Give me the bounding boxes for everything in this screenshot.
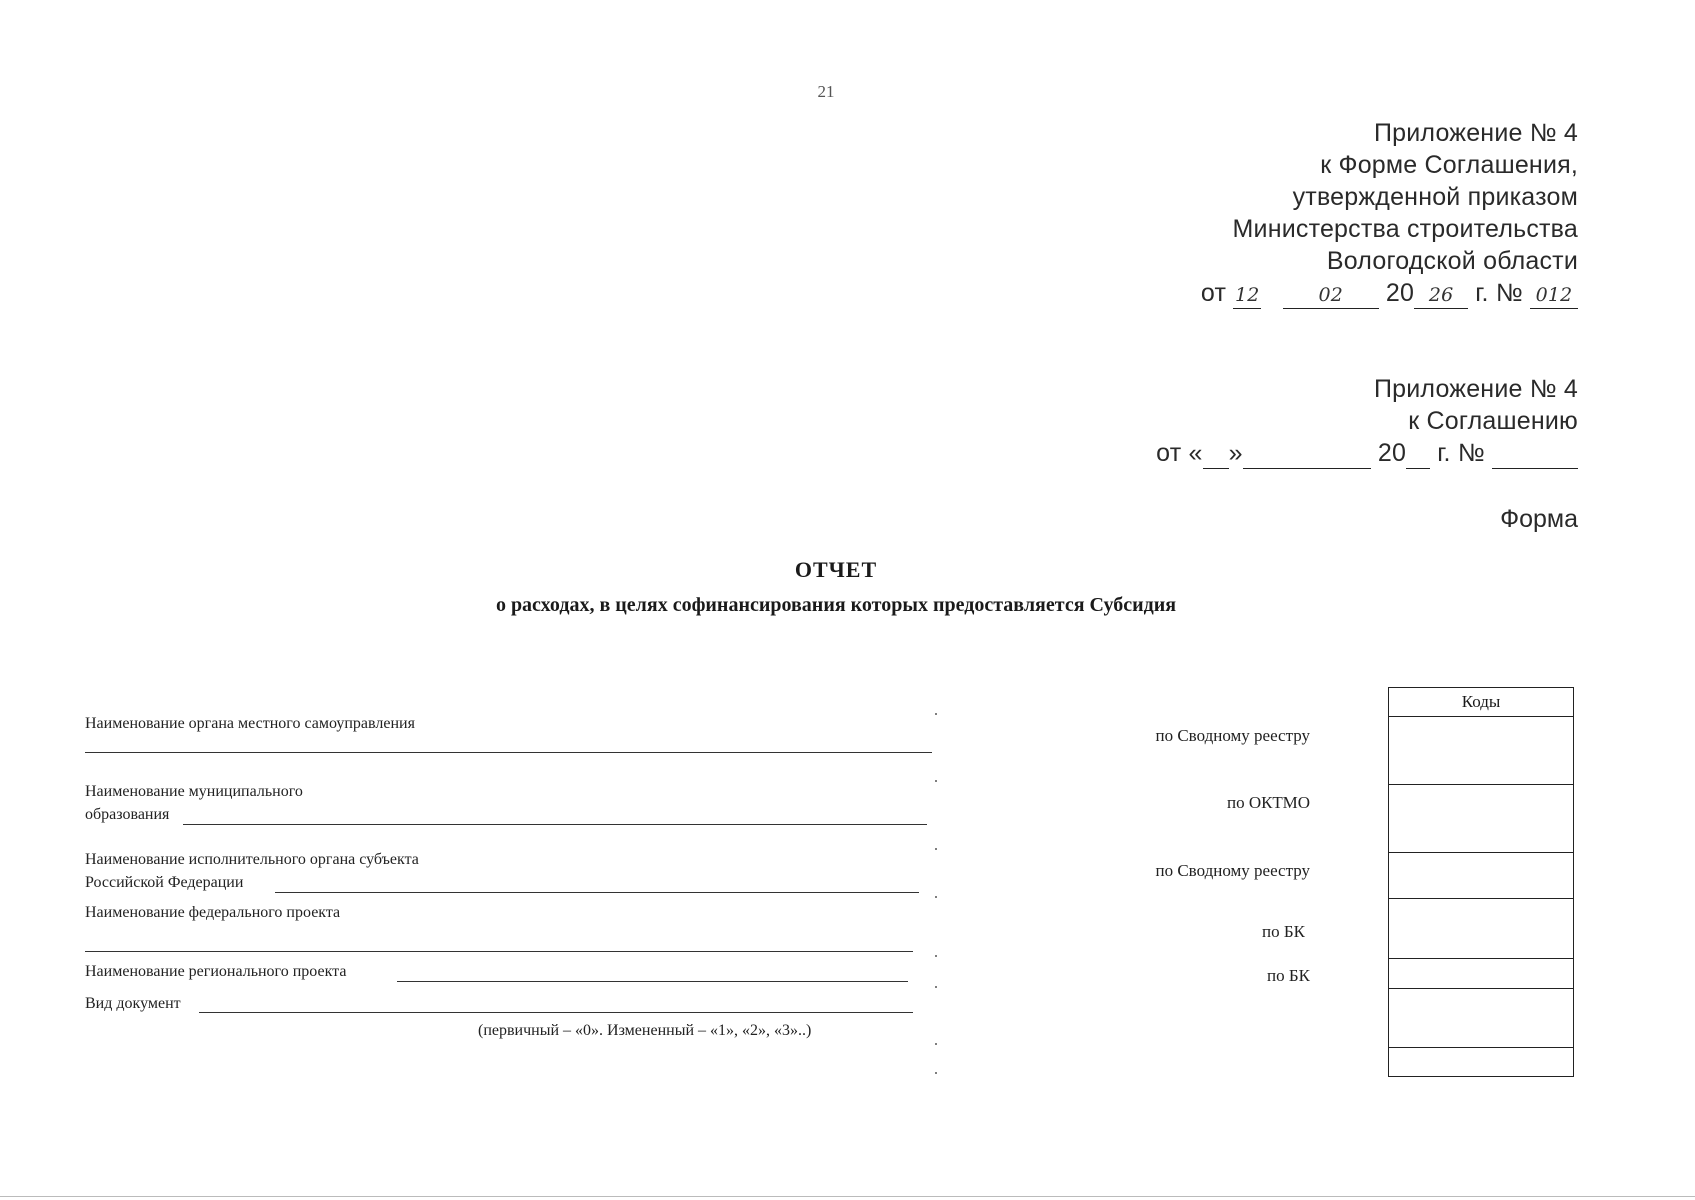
scan-dot xyxy=(935,848,937,850)
report-title: ОТЧЕТ xyxy=(794,557,878,582)
handwritten-day: 12 xyxy=(1233,282,1261,309)
appendix-form-line: к Форме Соглашения, xyxy=(1320,151,1578,179)
code-cell-consolidated-registry[interactable] xyxy=(1389,717,1573,785)
appendix-form-date-line xyxy=(1201,277,1578,309)
municipality-field[interactable] xyxy=(183,824,927,825)
page-number: 21 xyxy=(817,82,835,101)
exec-body-label-1: Наименование исполнительного органа субъекта xyxy=(85,851,419,868)
scan-dot xyxy=(935,1072,937,1074)
code-label-consolidated-registry-2: по Сводному реестру xyxy=(1155,861,1310,880)
scan-dot xyxy=(935,986,937,988)
municipality-label-1: Наименование муниципального xyxy=(85,783,303,800)
code-cell-consolidated-registry-2[interactable] xyxy=(1389,853,1573,899)
appendix-agreement-block xyxy=(1156,373,1578,469)
appendix-agreement-line: к Соглашению xyxy=(1408,407,1578,435)
codes-header: Коды xyxy=(1389,688,1573,717)
code-cell-extra[interactable] xyxy=(1389,1048,1573,1076)
local-gov-field[interactable] xyxy=(85,752,932,753)
scan-dot xyxy=(935,896,937,898)
handwritten-year: 26 xyxy=(1414,282,1468,309)
appendix-form-line: Вологодской области xyxy=(1326,247,1578,275)
appendix-form-line: Министерства строительства xyxy=(1232,215,1578,243)
year-prefix: 20 xyxy=(1385,279,1415,307)
scan-dot xyxy=(935,955,937,957)
federal-project-label: Наименование федерального проекта xyxy=(85,904,341,921)
code-cell-doc-type[interactable] xyxy=(1389,989,1573,1048)
regional-project-field[interactable] xyxy=(397,981,908,982)
codes-table xyxy=(1388,687,1574,1077)
federal-project-field[interactable] xyxy=(85,951,913,952)
scan-dot xyxy=(935,713,937,715)
code-label-oktmo: по ОКТМО xyxy=(1226,793,1310,812)
code-label-consolidated-registry: по Сводному реестру xyxy=(1155,726,1310,745)
day-blank xyxy=(1203,442,1229,469)
appendix-form-line: Приложение № 4 xyxy=(1373,119,1578,147)
handwritten-number: 012 xyxy=(1530,282,1578,309)
month-blank xyxy=(1243,442,1371,469)
date-prefix: от « xyxy=(1156,439,1203,467)
appendix-form-block xyxy=(1201,117,1578,309)
number-prefix: г. № xyxy=(1437,439,1485,467)
doc-type-hint: (первичный – «0». Измененный – «1», «2», «3»..) xyxy=(478,1022,812,1039)
appendix-form-line: утвержденной приказом xyxy=(1292,183,1578,211)
municipality-label-2: образования xyxy=(85,806,170,823)
form-label: Форма xyxy=(1500,505,1578,533)
bottom-edge-rule xyxy=(0,1196,1695,1197)
scan-dot xyxy=(935,1043,937,1045)
appendix-agreement-line: Приложение № 4 xyxy=(1373,375,1578,403)
local-gov-label: Наименование органа местного самоуправления xyxy=(85,715,415,732)
doc-type-label: Вид документ xyxy=(85,995,181,1012)
code-cell-bk-2[interactable] xyxy=(1389,959,1573,989)
year-prefix: 20 xyxy=(1377,439,1407,467)
quote-close: » xyxy=(1228,439,1243,467)
date-prefix: от xyxy=(1200,279,1227,307)
appendix-agreement-date-line xyxy=(1156,437,1578,469)
scan-dot xyxy=(935,780,937,782)
regional-project-label: Наименование регионального проекта xyxy=(85,963,347,980)
doc-type-field[interactable] xyxy=(199,1012,913,1013)
code-cell-bk[interactable] xyxy=(1389,899,1573,959)
report-subtitle: о расходах, в целях софинансирования которых предоставляется Субсидия xyxy=(495,594,1177,616)
code-label-bk-2: по БК xyxy=(1267,966,1310,985)
code-cell-oktmo[interactable] xyxy=(1389,785,1573,853)
number-prefix: г. № xyxy=(1475,279,1523,307)
exec-body-field[interactable] xyxy=(275,892,919,893)
exec-body-label-2: Российской Федерации xyxy=(85,874,244,891)
code-label-bk: по БК xyxy=(1262,922,1305,941)
handwritten-month: 02 xyxy=(1283,282,1379,309)
number-blank xyxy=(1492,442,1578,469)
year-blank xyxy=(1406,442,1430,469)
